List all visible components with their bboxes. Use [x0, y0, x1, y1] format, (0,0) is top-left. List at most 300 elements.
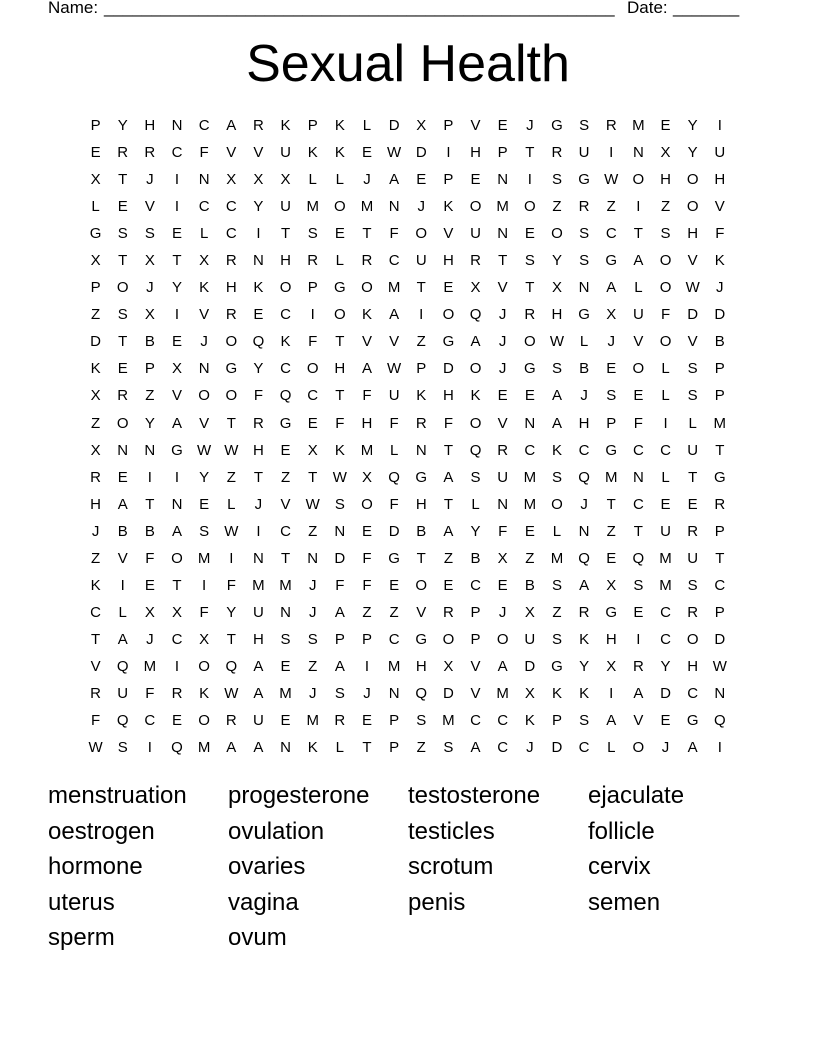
grid-letter[interactable]: E	[524, 522, 535, 540]
grid-letter[interactable]: T	[172, 576, 182, 594]
grid-letter[interactable]: X	[280, 171, 291, 189]
grid-letter[interactable]: G	[605, 252, 618, 270]
grid-letter[interactable]: M	[360, 198, 374, 216]
grid-letter[interactable]: Q	[116, 712, 129, 730]
grid-letter[interactable]: S	[660, 225, 671, 243]
grid-letter[interactable]: G	[686, 712, 699, 730]
grid-letter[interactable]: H	[415, 657, 427, 675]
grid-letter[interactable]: W	[712, 657, 727, 675]
grid-letter[interactable]: P	[470, 630, 481, 648]
grid-letter[interactable]: H	[551, 306, 563, 324]
grid-letter[interactable]: R	[171, 685, 183, 702]
grid-letter[interactable]: A	[389, 171, 400, 189]
grid-letter[interactable]: S	[280, 630, 291, 648]
grid-letter[interactable]: D	[687, 306, 699, 324]
grid-letter[interactable]: O	[469, 360, 482, 378]
grid-letter[interactable]: M	[659, 576, 672, 594]
grid-letter[interactable]: M	[279, 685, 292, 702]
grid-letter[interactable]: S	[470, 468, 481, 486]
grid-letter[interactable]: A	[606, 712, 617, 730]
grid-letter[interactable]: V	[389, 333, 400, 351]
grid-letter[interactable]: H	[687, 657, 699, 675]
grid-letter[interactable]: Q	[469, 306, 482, 324]
grid-letter[interactable]: E	[144, 576, 155, 594]
grid-letter[interactable]: E	[606, 549, 617, 567]
grid-letter[interactable]: O	[469, 198, 482, 216]
grid-letter[interactable]: Z	[145, 387, 155, 405]
grid-letter[interactable]: M	[523, 468, 537, 486]
grid-letter[interactable]: C	[198, 117, 210, 135]
grid-letter[interactable]: T	[416, 549, 426, 567]
grid-letter[interactable]: Q	[415, 685, 428, 702]
grid-letter[interactable]: A	[334, 657, 345, 675]
grid-letter[interactable]: T	[606, 495, 616, 513]
grid-letter[interactable]: F	[199, 144, 209, 162]
grid-letter[interactable]: A	[253, 685, 264, 702]
grid-letter[interactable]: U	[687, 549, 699, 567]
grid-letter[interactable]: I	[419, 306, 424, 324]
grid-letter[interactable]: F	[362, 576, 372, 594]
grid-letter[interactable]: E	[497, 387, 508, 405]
grid-letter[interactable]: D	[90, 333, 101, 351]
grid-letter[interactable]: B	[144, 333, 155, 351]
grid-letter[interactable]: D	[714, 306, 726, 324]
grid-letter[interactable]: S	[687, 387, 698, 405]
grid-letter[interactable]: T	[118, 333, 128, 351]
grid-letter[interactable]: L	[579, 333, 589, 351]
grid-letter[interactable]: K	[579, 685, 590, 702]
grid-letter[interactable]: V	[117, 549, 128, 567]
grid-letter[interactable]: M	[523, 495, 537, 513]
grid-letter[interactable]: E	[253, 306, 264, 324]
grid-letter[interactable]: D	[334, 549, 346, 567]
grid-letter[interactable]: Z	[308, 522, 318, 540]
grid-letter[interactable]: J	[200, 333, 208, 351]
grid-letter[interactable]: N	[117, 441, 129, 459]
grid-letter[interactable]: D	[415, 144, 427, 162]
grid-letter[interactable]: Z	[389, 603, 399, 621]
grid-letter[interactable]: F	[633, 414, 643, 432]
grid-letter[interactable]: V	[280, 495, 291, 513]
grid-letter[interactable]: F	[226, 576, 236, 594]
grid-letter[interactable]: K	[280, 333, 291, 351]
grid-letter[interactable]: O	[116, 279, 129, 297]
grid-letter[interactable]: A	[443, 468, 454, 486]
grid-letter[interactable]: O	[659, 333, 672, 351]
grid-letter[interactable]: N	[497, 495, 509, 513]
grid-letter[interactable]: N	[252, 252, 264, 270]
grid-letter[interactable]: C	[280, 306, 291, 324]
grid-letter[interactable]: E	[497, 576, 508, 594]
grid-letter[interactable]: A	[633, 685, 644, 702]
grid-letter[interactable]: Q	[225, 657, 238, 675]
grid-letter[interactable]: Y	[226, 603, 237, 621]
grid-letter[interactable]: C	[687, 685, 699, 702]
grid-letter[interactable]: V	[470, 685, 481, 702]
grid-letter[interactable]: Z	[416, 333, 426, 351]
grid-letter[interactable]: T	[90, 630, 101, 648]
grid-letter[interactable]: L	[389, 441, 399, 459]
grid-letter[interactable]: W	[332, 468, 347, 486]
grid-letter[interactable]: E	[361, 522, 372, 540]
grid-letter[interactable]: X	[171, 603, 182, 621]
grid-letter[interactable]: M	[604, 468, 618, 486]
grid-letter[interactable]: S	[551, 171, 562, 189]
grid-letter[interactable]: Y	[687, 144, 698, 162]
grid-letter[interactable]: O	[334, 198, 346, 216]
grid-letter[interactable]: A	[687, 739, 698, 757]
grid-letter[interactable]: C	[470, 576, 481, 594]
grid-letter[interactable]: G	[605, 603, 618, 621]
grid-letter[interactable]: W	[197, 441, 212, 459]
grid-letter[interactable]: X	[199, 252, 210, 270]
grid-letter[interactable]: H	[415, 495, 427, 513]
grid-letter[interactable]: H	[660, 171, 671, 189]
grid-letter[interactable]: I	[364, 657, 370, 675]
grid-letter[interactable]: K	[90, 576, 101, 594]
grid-letter[interactable]: X	[90, 171, 101, 189]
grid-letter[interactable]: N	[198, 360, 210, 378]
grid-letter[interactable]: K	[714, 252, 725, 270]
grid-letter[interactable]: E	[443, 279, 454, 297]
grid-letter[interactable]: J	[716, 279, 724, 297]
grid-letter[interactable]: W	[604, 171, 619, 189]
grid-letter[interactable]: X	[253, 171, 264, 189]
grid-letter[interactable]: Y	[117, 117, 128, 135]
grid-letter[interactable]: U	[280, 144, 291, 162]
grid-letter[interactable]: H	[442, 252, 454, 270]
grid-letter[interactable]: I	[636, 630, 641, 648]
grid-letter[interactable]: U	[714, 144, 726, 162]
grid-letter[interactable]: L	[634, 279, 643, 297]
grid-letter[interactable]: C	[524, 441, 536, 459]
grid-letter[interactable]: A	[551, 414, 562, 432]
grid-letter[interactable]: T	[633, 522, 643, 540]
grid-letter[interactable]: I	[256, 522, 261, 540]
grid-letter[interactable]: P	[714, 603, 725, 621]
grid-letter[interactable]: A	[334, 603, 345, 621]
grid-letter[interactable]: E	[660, 117, 671, 135]
grid-letter[interactable]: B	[144, 522, 155, 540]
grid-letter[interactable]: T	[498, 252, 508, 270]
grid-letter[interactable]: J	[417, 198, 425, 216]
grid-letter[interactable]: Y	[171, 279, 182, 297]
grid-letter[interactable]: O	[198, 712, 210, 730]
grid-letter[interactable]: O	[198, 657, 210, 675]
grid-letter[interactable]: V	[470, 657, 481, 675]
grid-letter[interactable]: C	[225, 225, 237, 243]
grid-letter[interactable]: R	[524, 306, 536, 324]
grid-letter[interactable]: O	[496, 630, 509, 648]
grid-letter[interactable]: X	[171, 360, 182, 378]
grid-letter[interactable]: S	[687, 360, 698, 378]
grid-letter[interactable]: T	[443, 441, 453, 459]
grid-letter[interactable]: X	[524, 685, 535, 702]
grid-letter[interactable]: A	[171, 414, 182, 432]
grid-letter[interactable]: F	[389, 495, 399, 513]
grid-letter[interactable]: A	[253, 657, 264, 675]
grid-letter[interactable]: R	[307, 252, 319, 270]
grid-letter[interactable]: C	[632, 441, 644, 459]
grid-letter[interactable]: G	[442, 333, 455, 351]
grid-letter[interactable]: P	[307, 117, 318, 135]
grid-letter[interactable]: S	[633, 576, 644, 594]
grid-letter[interactable]: C	[280, 360, 291, 378]
grid-letter[interactable]: V	[199, 414, 210, 432]
grid-letter[interactable]: Q	[279, 387, 292, 405]
grid-letter[interactable]: O	[551, 225, 563, 243]
grid-letter[interactable]: O	[361, 495, 373, 513]
grid-letter[interactable]: S	[551, 576, 562, 594]
grid-letter[interactable]: L	[308, 171, 317, 189]
grid-letter[interactable]: E	[470, 171, 481, 189]
grid-letter[interactable]: S	[579, 225, 590, 243]
grid-letter[interactable]: Y	[470, 522, 481, 540]
grid-letter[interactable]: T	[362, 739, 372, 757]
grid-letter[interactable]: I	[446, 144, 451, 162]
grid-letter[interactable]: X	[606, 576, 617, 594]
grid-letter[interactable]: T	[308, 468, 318, 486]
grid-letter[interactable]: N	[171, 117, 183, 135]
grid-letter[interactable]: X	[90, 252, 101, 270]
grid-letter[interactable]: A	[361, 360, 372, 378]
grid-letter[interactable]: P	[144, 360, 155, 378]
grid-letter[interactable]: K	[280, 117, 291, 135]
grid-letter[interactable]: V	[226, 144, 237, 162]
grid-letter[interactable]: B	[470, 549, 481, 567]
grid-letter[interactable]: F	[335, 414, 345, 432]
grid-letter[interactable]: O	[415, 576, 428, 594]
grid-letter[interactable]: Z	[90, 306, 101, 324]
grid-letter[interactable]: C	[171, 144, 183, 162]
grid-letter[interactable]: N	[578, 279, 590, 297]
grid-letter[interactable]: R	[225, 712, 237, 730]
grid-letter[interactable]: G	[605, 441, 618, 459]
grid-letter[interactable]: E	[660, 495, 671, 513]
grid-letter[interactable]: A	[497, 657, 508, 675]
grid-letter[interactable]: T	[118, 252, 128, 270]
grid-letter[interactable]: K	[307, 739, 318, 757]
grid-letter[interactable]: I	[147, 468, 152, 486]
grid-letter[interactable]: R	[687, 522, 699, 540]
grid-letter[interactable]: X	[226, 171, 237, 189]
grid-letter[interactable]: C	[714, 576, 726, 594]
grid-letter[interactable]: J	[580, 387, 588, 405]
grid-letter[interactable]: F	[362, 549, 372, 567]
grid-letter[interactable]: V	[497, 414, 508, 432]
name-field[interactable]: ______________________________________________________	[104, 0, 615, 17]
grid-letter[interactable]: J	[308, 603, 317, 621]
grid-letter[interactable]: A	[117, 630, 128, 648]
grid-letter[interactable]: I	[174, 657, 180, 675]
grid-letter[interactable]: Q	[252, 333, 265, 351]
grid-letter[interactable]: X	[144, 306, 155, 324]
grid-letter[interactable]: R	[334, 712, 346, 730]
grid-letter[interactable]: X	[90, 387, 101, 405]
grid-letter[interactable]: V	[633, 333, 644, 351]
grid-letter[interactable]: E	[606, 360, 617, 378]
grid-letter[interactable]: X	[361, 468, 372, 486]
grid-letter[interactable]: G	[388, 549, 400, 567]
grid-letter[interactable]: C	[497, 739, 509, 757]
grid-letter[interactable]: J	[607, 333, 615, 351]
grid-letter[interactable]: P	[606, 414, 617, 432]
grid-letter[interactable]: E	[633, 603, 644, 621]
grid-letter[interactable]: R	[225, 252, 237, 270]
grid-letter[interactable]: F	[498, 522, 508, 540]
grid-letter[interactable]: F	[253, 387, 263, 405]
grid-letter[interactable]: I	[717, 117, 722, 135]
grid-letter[interactable]: K	[361, 306, 372, 324]
grid-letter[interactable]: E	[687, 495, 698, 513]
grid-letter[interactable]: M	[496, 198, 509, 216]
grid-letter[interactable]: W	[549, 333, 565, 351]
grid-letter[interactable]: C	[578, 441, 590, 459]
grid-letter[interactable]: R	[415, 414, 427, 432]
grid-letter[interactable]: B	[416, 522, 427, 540]
grid-letter[interactable]: O	[306, 360, 319, 378]
grid-letter[interactable]: E	[117, 360, 128, 378]
grid-letter[interactable]: R	[90, 685, 101, 702]
grid-letter[interactable]: I	[717, 739, 722, 757]
grid-letter[interactable]: R	[252, 117, 264, 135]
grid-letter[interactable]: O	[225, 333, 238, 351]
grid-letter[interactable]: C	[225, 198, 237, 216]
grid-letter[interactable]: G	[89, 225, 102, 243]
grid-letter[interactable]: Y	[687, 117, 698, 135]
grid-letter[interactable]: S	[117, 306, 128, 324]
grid-letter[interactable]: O	[632, 739, 645, 757]
grid-letter[interactable]: O	[632, 360, 645, 378]
grid-letter[interactable]: U	[388, 387, 400, 405]
grid-letter[interactable]: M	[713, 414, 727, 432]
grid-letter[interactable]: Y	[253, 198, 264, 216]
grid-letter[interactable]: P	[307, 279, 318, 297]
grid-letter[interactable]: N	[415, 441, 427, 459]
grid-letter[interactable]: K	[470, 387, 481, 405]
grid-letter[interactable]: O	[632, 171, 645, 189]
grid-letter[interactable]: I	[174, 198, 180, 216]
grid-letter[interactable]: J	[308, 576, 317, 594]
grid-letter[interactable]: F	[308, 333, 318, 351]
grid-letter[interactable]: S	[307, 630, 318, 648]
grid-letter[interactable]: V	[416, 603, 427, 621]
grid-letter[interactable]: G	[713, 468, 726, 486]
grid-letter[interactable]: G	[578, 306, 590, 324]
grid-letter[interactable]: I	[120, 576, 125, 594]
grid-letter[interactable]: B	[117, 522, 128, 540]
grid-letter[interactable]: X	[551, 279, 562, 297]
grid-letter[interactable]: X	[497, 549, 508, 567]
grid-letter[interactable]: O	[334, 306, 346, 324]
grid-letter[interactable]: K	[579, 630, 590, 648]
grid-letter[interactable]: E	[280, 712, 291, 730]
grid-letter[interactable]: E	[660, 712, 671, 730]
grid-letter[interactable]: Z	[308, 657, 318, 675]
grid-letter[interactable]: I	[256, 225, 261, 243]
grid-letter[interactable]: C	[307, 387, 319, 405]
grid-letter[interactable]: X	[606, 306, 617, 324]
grid-letter[interactable]: S	[117, 225, 128, 243]
grid-letter[interactable]: F	[90, 712, 101, 730]
grid-letter[interactable]: W	[224, 441, 239, 459]
grid-letter[interactable]: H	[578, 414, 590, 432]
grid-letter[interactable]: H	[334, 360, 346, 378]
grid-letter[interactable]: O	[415, 225, 428, 243]
grid-letter[interactable]: C	[90, 603, 101, 621]
grid-letter[interactable]: I	[202, 576, 207, 594]
grid-letter[interactable]: T	[145, 495, 155, 513]
grid-letter[interactable]: H	[252, 630, 264, 648]
grid-letter[interactable]: X	[660, 144, 671, 162]
grid-letter[interactable]: J	[254, 495, 263, 513]
grid-letter[interactable]: O	[686, 198, 699, 216]
grid-letter[interactable]: T	[280, 549, 291, 567]
grid-letter[interactable]: R	[90, 468, 101, 486]
grid-letter[interactable]: A	[470, 739, 481, 757]
grid-letter[interactable]: T	[715, 549, 725, 567]
grid-letter[interactable]: I	[310, 306, 315, 324]
grid-letter[interactable]: B	[524, 576, 535, 594]
grid-letter[interactable]: W	[224, 685, 239, 702]
grid-letter[interactable]: M	[442, 712, 455, 730]
grid-letter[interactable]: P	[497, 144, 508, 162]
grid-letter[interactable]: E	[117, 468, 128, 486]
grid-letter[interactable]: I	[527, 171, 532, 189]
grid-letter[interactable]: Y	[253, 360, 264, 378]
grid-letter[interactable]: E	[280, 657, 291, 675]
grid-letter[interactable]: J	[498, 306, 507, 324]
grid-letter[interactable]: U	[252, 603, 264, 621]
grid-letter[interactable]: H	[225, 279, 237, 297]
grid-letter[interactable]: Z	[552, 198, 562, 216]
grid-letter[interactable]: T	[416, 279, 426, 297]
grid-letter[interactable]: N	[280, 603, 291, 621]
grid-letter[interactable]: F	[660, 306, 671, 324]
grid-letter[interactable]: O	[469, 414, 482, 432]
grid-letter[interactable]: H	[361, 414, 373, 432]
grid-letter[interactable]: Z	[226, 468, 236, 486]
grid-letter[interactable]: M	[279, 576, 292, 594]
grid-letter[interactable]: T	[172, 252, 182, 270]
grid-letter[interactable]: K	[334, 117, 345, 135]
grid-letter[interactable]: L	[227, 495, 236, 513]
grid-letter[interactable]: G	[279, 414, 292, 432]
grid-letter[interactable]: S	[334, 685, 345, 702]
grid-letter[interactable]: R	[117, 387, 129, 405]
grid-letter[interactable]: V	[443, 225, 454, 243]
grid-letter[interactable]: P	[389, 739, 400, 757]
grid-letter[interactable]: C	[605, 225, 617, 243]
grid-letter[interactable]: E	[171, 225, 182, 243]
grid-letter[interactable]: U	[578, 144, 590, 162]
grid-letter[interactable]: N	[144, 441, 156, 459]
grid-letter[interactable]: V	[144, 198, 155, 216]
grid-letter[interactable]: U	[660, 522, 671, 540]
grid-letter[interactable]: T	[335, 333, 345, 351]
grid-letter[interactable]: F	[389, 225, 399, 243]
grid-letter[interactable]: J	[498, 360, 507, 378]
grid-letter[interactable]: Z	[280, 468, 291, 486]
grid-letter[interactable]: N	[632, 468, 644, 486]
grid-letter[interactable]: V	[687, 252, 698, 270]
grid-letter[interactable]: Q	[469, 441, 482, 459]
grid-letter[interactable]: E	[117, 198, 128, 216]
grid-letter[interactable]: C	[144, 712, 156, 730]
grid-letter[interactable]: V	[497, 279, 508, 297]
grid-letter[interactable]: K	[416, 387, 427, 405]
grid-letter[interactable]: C	[388, 630, 400, 648]
